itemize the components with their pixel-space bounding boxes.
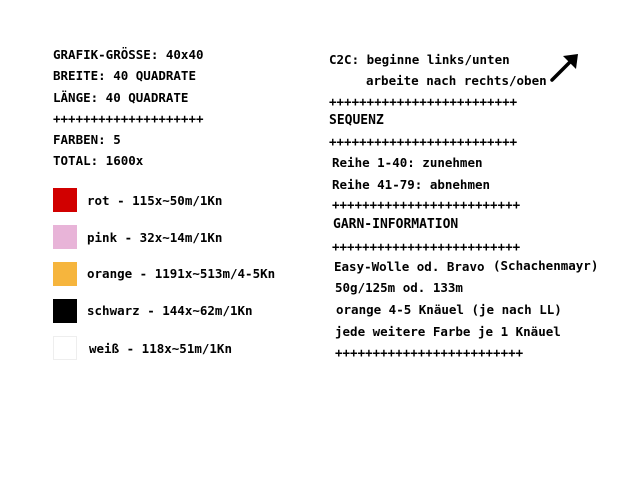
color-label-rot: rot - 115x~50m/1Kn	[87, 193, 223, 208]
separator-right-1: +++++++++++++++++++++++++	[329, 94, 518, 109]
separator-left: ++++++++++++++++++++	[53, 111, 204, 126]
farben-text: FARBEN: 5	[53, 132, 121, 147]
garn-information-heading: GARN-INFORMATION	[333, 217, 459, 232]
color-swatch-weiss	[53, 336, 77, 360]
c2c-text-line1: C2C: beginne links/unten	[329, 52, 510, 67]
grafik-groesse-text: GRAFIK-GRÖSSE: 40x40	[53, 47, 204, 62]
color-label-schwarz: schwarz - 144x~62m/1Kn	[87, 303, 253, 318]
garn-weitere-farbe-text: jede weitere Farbe je 1 Knäuel	[335, 324, 561, 339]
color-swatch-rot	[53, 188, 77, 212]
laenge-text: LÄNGE: 40 QUADRATE	[53, 90, 189, 105]
color-swatch-pink	[53, 225, 77, 249]
separator-right-2: +++++++++++++++++++++++++	[329, 134, 518, 149]
separator-right-4: +++++++++++++++++++++++++	[332, 239, 521, 254]
garn-orange-knaeuel-text: orange 4-5 Knäuel (je nach LL)	[336, 302, 562, 317]
color-label-pink: pink - 32x~14m/1Kn	[87, 230, 223, 245]
c2c-text-line2: arbeite nach rechts/oben	[366, 73, 547, 88]
arrow-up-right-icon	[548, 50, 582, 84]
separator-right-3: +++++++++++++++++++++++++	[332, 197, 521, 212]
color-label-weiss: weiß - 118x~51m/1Kn	[89, 341, 232, 356]
color-swatch-orange	[53, 262, 77, 286]
reihe-zunehmen-text: Reihe 1-40: zunehmen	[332, 155, 483, 170]
color-swatch-schwarz	[53, 299, 77, 323]
garn-easy-wolle-text: Easy-Wolle od. Bravo	[334, 259, 485, 274]
total-text: TOTAL: 1600x	[53, 153, 144, 168]
separator-right-5: +++++++++++++++++++++++++	[335, 345, 524, 360]
sequenz-heading: SEQUENZ	[329, 113, 384, 128]
reihe-abnehmen-text: Reihe 41-79: abnehmen	[332, 177, 491, 192]
garn-schachenmayr-text: (Schachenmayr)	[493, 258, 599, 273]
garn-gewicht-text: 50g/125m od. 133m	[335, 280, 463, 295]
breite-text: BREITE: 40 QUADRATE	[53, 68, 196, 83]
color-label-orange: orange - 1191x~513m/4-5Kn	[87, 266, 276, 281]
